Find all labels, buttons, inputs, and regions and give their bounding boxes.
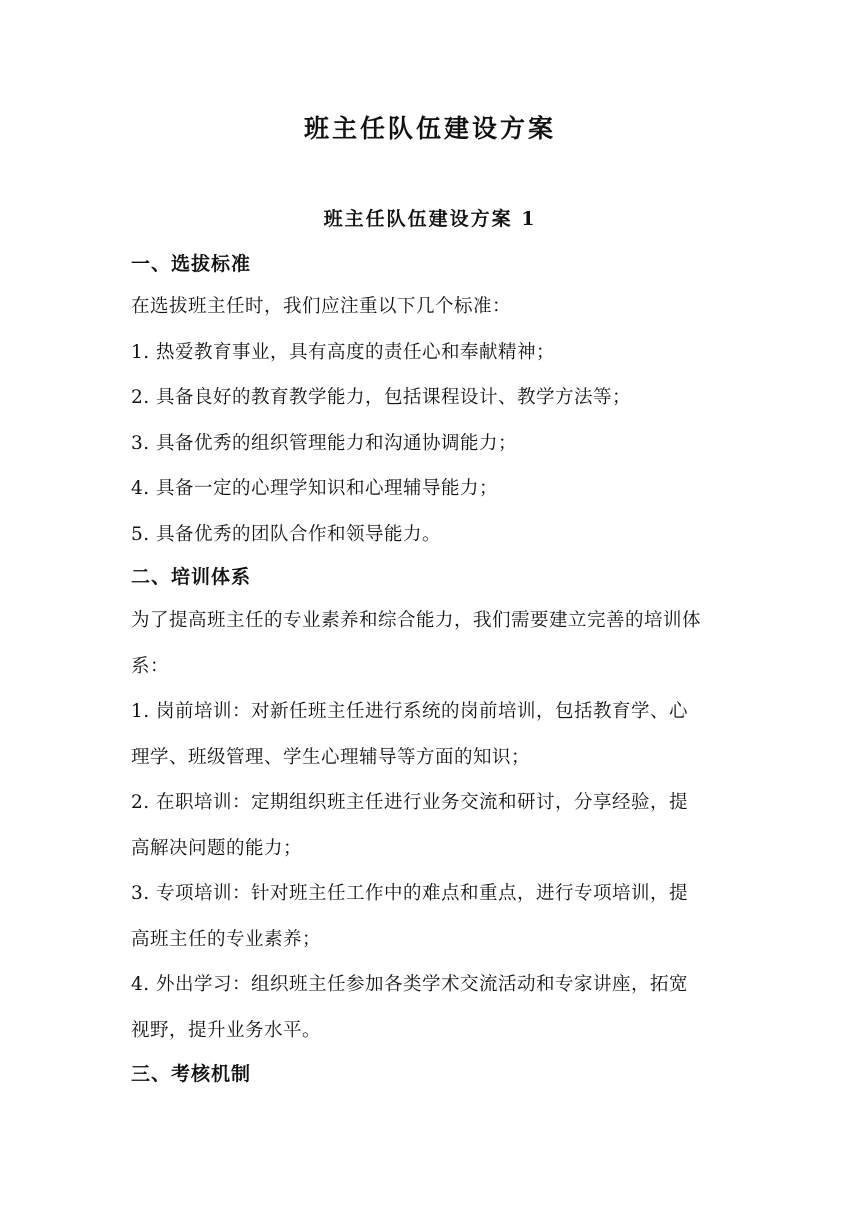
text-line: 理学、班级管理、学生心理辅导等方面的知识； [131, 746, 531, 768]
text-line: 系： [131, 655, 170, 677]
list-item: 3. 专项培训：针对班主任工作中的难点和重点，进行专项培训，提 [131, 883, 689, 904]
text-line: 视野，提升业务水平。 [131, 1019, 322, 1041]
section-heading-assessment: 三、考核机制 [131, 1063, 252, 1085]
document-title: 班主任队伍建设方案 [303, 114, 556, 143]
text-line: 高解决问题的能力； [131, 837, 303, 859]
list-item: 5. 具备优秀的团队合作和领导能力。 [131, 523, 442, 545]
section-body-training [131, 598, 731, 1053]
list-item: 1. 岗前培训：对新任班主任进行系统的岗前培训，包括教育学、心 [131, 701, 689, 722]
text-line: 为了提高班主任的专业素养和综合能力，我们需要建立完善的培训体 [131, 610, 702, 631]
section-body-selection [131, 284, 731, 557]
section-heading-training: 二、培训体系 [131, 566, 252, 588]
list-item: 3. 具备优秀的组织管理能力和沟通协调能力； [131, 432, 518, 454]
list-item: 2. 在职培训：定期组织班主任进行业务交流和研讨，分享经验，提 [131, 792, 689, 813]
list-item: 4. 外出学习：组织班主任参加各类学术交流活动和专家讲座，拓宽 [131, 974, 689, 995]
text-line: 高班主任的专业素养； [131, 928, 322, 950]
text-line: 在选拔班主任时，我们应注重以下几个标准： [131, 296, 512, 317]
list-item: 4. 具备一定的心理学知识和心理辅导能力； [131, 478, 499, 499]
section-heading-selection: 一、选拔标准 [131, 253, 252, 275]
section-subtitle: 班主任队伍建设方案 1 [323, 208, 537, 230]
list-item: 1. 热爱教育事业，具有高度的责任心和奉献精神； [131, 341, 556, 363]
list-item: 2. 具备良好的教育教学能力，包括课程设计、教学方法等； [131, 387, 632, 408]
